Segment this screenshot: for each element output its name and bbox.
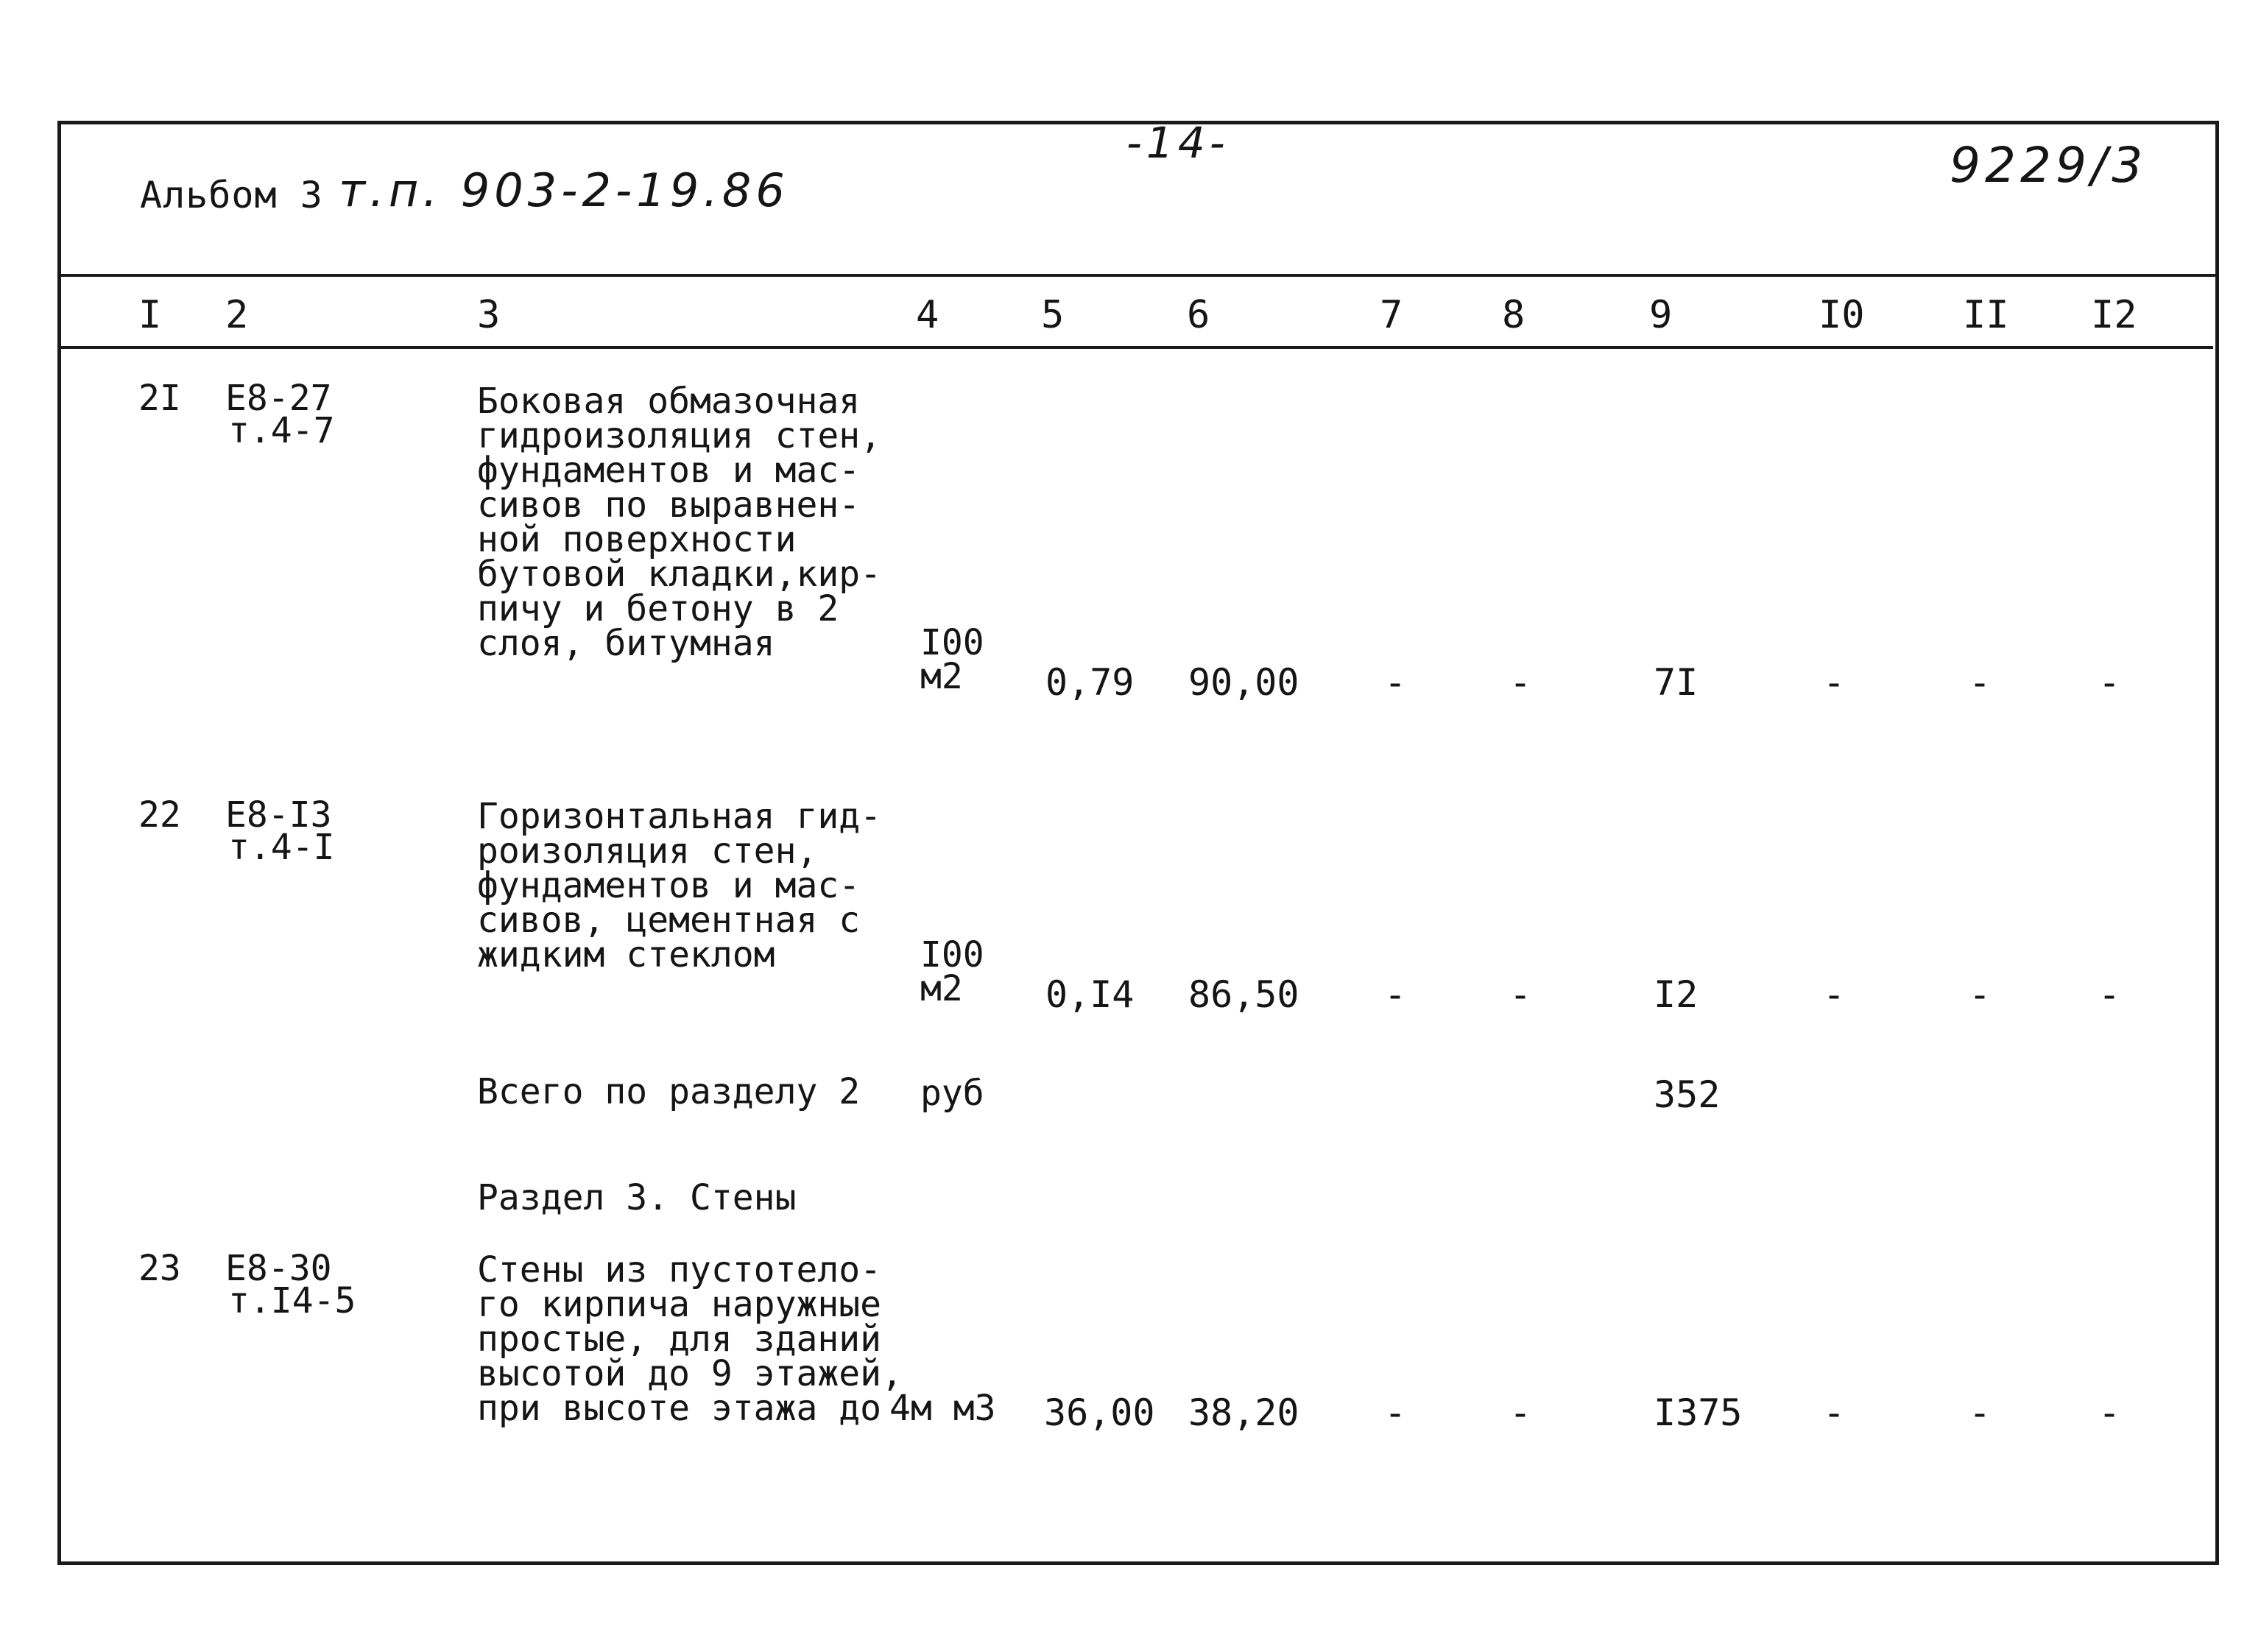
column-header-divider: [59, 346, 2213, 349]
album-label: Альбом 3: [140, 174, 323, 216]
row-col11: -: [1969, 973, 1992, 1016]
document-frame: [57, 121, 2219, 1565]
row-number: 2I: [138, 378, 181, 419]
row-col7: -: [1384, 1391, 1407, 1434]
row-price: 38,20: [1188, 1391, 1299, 1434]
row-col8: -: [1509, 661, 1532, 704]
column-number: 8: [1502, 293, 1525, 337]
section-total-unit: руб: [920, 1073, 984, 1114]
section-total-value: 352: [1654, 1073, 1721, 1116]
column-number: 6: [1187, 293, 1210, 337]
row-table-ref: т.4-I: [228, 827, 335, 868]
row-number: 23: [138, 1248, 181, 1289]
row-price: 86,50: [1188, 973, 1299, 1016]
row-quantity: 0,79: [1045, 661, 1135, 704]
page-number: -14-: [1126, 118, 1230, 168]
row-col7: -: [1384, 973, 1407, 1016]
row-col11: -: [1969, 1391, 1992, 1434]
row-price: 90,00: [1188, 661, 1299, 704]
row-code: Е8-27: [225, 378, 332, 419]
row-col8: -: [1509, 1391, 1532, 1434]
column-number: 7: [1380, 293, 1403, 337]
row-col10: -: [1823, 1391, 1846, 1434]
tp-code: т.п. 903-2-19.86: [339, 163, 789, 217]
row-col10: -: [1823, 973, 1846, 1016]
sheet-reference: 9229/3: [1950, 137, 2148, 194]
row-table-ref: т.4-7: [228, 410, 335, 451]
column-number: I: [138, 293, 162, 337]
row-col11: -: [1969, 661, 1992, 704]
row-col12: -: [2098, 1391, 2121, 1434]
row-code: Е8-30: [225, 1248, 332, 1289]
row-col10: -: [1823, 661, 1846, 704]
row-unit: I00: [920, 934, 984, 975]
row-unit: 4м м3: [889, 1388, 996, 1429]
column-number: 4: [916, 293, 939, 337]
row-description: Горизонтальная гид- роизоляция стен, фундаментов и мас- сивов, цементная с жидким стеклом: [477, 796, 882, 975]
row-description: Боковая обмазочная гидроизоляция стен, фундаментов и мас- сивов по выравнен- ной поверхности бутовой кладки,кир- пичу и бетону в 2 слоя, битумная: [477, 381, 882, 664]
row-unit: м2: [920, 968, 963, 1009]
row-unit: м2: [920, 656, 963, 697]
row-number: 22: [138, 794, 181, 836]
row-code: Е8-I3: [225, 794, 332, 836]
column-number: 9: [1649, 293, 1673, 337]
column-number: I2: [2091, 293, 2137, 337]
row-col9: I375: [1654, 1391, 1743, 1434]
row-quantity: 0,I4: [1045, 973, 1135, 1016]
row-description: Стены из пустотело- го кирпича наружные простые, для зданий высотой до 9 этажей, при высоте этажа до: [477, 1249, 903, 1429]
row-col9: I2: [1654, 973, 1699, 1016]
column-number: 5: [1041, 293, 1065, 337]
row-unit: I00: [920, 622, 984, 663]
column-number: I0: [1819, 293, 1865, 337]
header-divider: [59, 274, 2218, 277]
column-number: 2: [225, 293, 249, 337]
row-table-ref: т.I4-5: [228, 1280, 356, 1321]
row-quantity: 36,00: [1044, 1391, 1155, 1434]
row-col7: -: [1384, 661, 1407, 704]
row-col8: -: [1509, 973, 1532, 1016]
section-title: Раздел 3. Стены: [477, 1177, 797, 1218]
column-number: 3: [477, 293, 501, 337]
column-number: II: [1963, 293, 2009, 337]
row-col9: 7I: [1654, 661, 1699, 704]
section-total-label: Всего по разделу 2: [477, 1071, 861, 1112]
row-col12: -: [2098, 973, 2121, 1016]
row-col12: -: [2098, 661, 2121, 704]
